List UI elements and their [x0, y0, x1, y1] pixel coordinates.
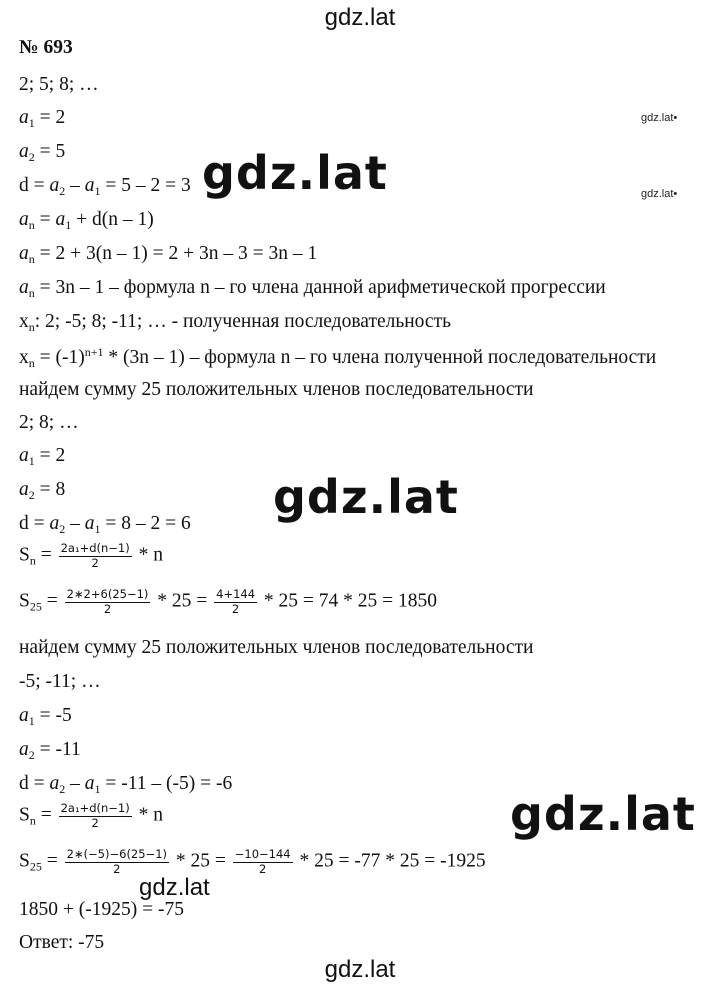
sum-calculation: $S_{25}$ = $\frac{2∗(-5)-6(25-1)}{2}$ * 25 = $\frac{-10-144}{2}$ * 25 = -77 * 25 = -1925: [19, 847, 486, 876]
watermark-large: gdz.lat: [202, 146, 388, 200]
watermark-large: gdz.lat: [273, 470, 459, 524]
formula-line: $a_2 = 8$: [19, 479, 66, 502]
result-line: 1850 + (-1925) = -75: [19, 899, 184, 920]
watermark-large: gdz.lat: [510, 787, 696, 841]
formula-line: $a_n = 3n - 1$ – формула n – го члена данной арифметической прогрессии: [19, 277, 606, 300]
formula-line: $d = a_2 - a_1 = -11 - (-5) = -6$: [19, 773, 233, 796]
sequence-line: 2; 5; 8; …: [19, 74, 99, 95]
fraction: $\frac{2∗(-5)-6(25-1)}{2}$: [66, 847, 167, 876]
watermark-bottom: gdz.lat: [324, 956, 396, 983]
watermark-top: gdz.lat: [324, 4, 396, 31]
formula-line: $a_1 = 2$: [19, 107, 66, 130]
formula-line: $a_n = a_1 + d(n - 1)$: [19, 209, 154, 232]
formula-line: $a_n = 2 + 3(n - 1) = 2 + 3n - 3 = 3n - 1$: [19, 243, 318, 266]
problem-number: № 693: [19, 37, 73, 58]
watermark-medium: gdz.lat: [139, 874, 210, 901]
sum-calculation: $S_{25}$ = $\frac{2∗2+6(25-1)}{2}$ * 25 = $\frac{4+144}{2}$ * 25 = 74 * 25 = 1850: [19, 587, 438, 616]
formula-line: $a_2 = 5$: [19, 141, 66, 164]
formula-line: $x_n = (-1)^{n+1} * (3n - 1)$ – формула n – го члена полученной последовательности: [19, 345, 657, 370]
formula-line: $x_n$: 2; -5; 8; -11; … - полученная последовательность: [19, 311, 451, 334]
sum-formula: $S_n$ = $\frac{\text{2a₁+d(n−1)}}{2}$ * n: [19, 541, 163, 570]
text-line: найдем сумму 25 положительных членов последовательности: [19, 637, 534, 658]
fraction: $\frac{2∗2+6(25-1)}{2}$: [66, 587, 149, 616]
formula-line: $a_1 = 2$: [19, 445, 66, 468]
text-line: найдем сумму 25 положительных членов последовательности: [19, 379, 534, 400]
answer-line: Ответ: -75: [19, 932, 105, 953]
fraction: $\frac{4+144}{2}$: [216, 587, 256, 616]
fraction: $\frac{-10-144}{2}$: [234, 847, 291, 876]
fraction: $\frac{\text{2a₁+d(n−1)}}{2}$: [60, 801, 130, 830]
fraction: $\frac{\text{2a₁+d(n−1)}}{2}$: [60, 541, 130, 570]
sum-formula: $S_n$ = $\frac{\text{2a₁+d(n−1)}}{2}$ * n: [19, 801, 163, 830]
sequence-line: -5; -11; …: [19, 671, 101, 692]
watermark-small: gdz.lat•: [641, 112, 678, 124]
watermark-small: gdz.lat•: [641, 188, 678, 200]
sequence-line: 2; 8; …: [19, 412, 79, 433]
formula-line: $a_2 = -11$: [19, 739, 81, 762]
formula-line: $a_1 = -5$: [19, 705, 72, 728]
formula-line: $d = a_2 - a_1 = 5 - 2 = 3$: [19, 175, 191, 198]
formula-line: $d = a_2 - a_1 = 8 - 2 = 6$: [19, 513, 191, 536]
